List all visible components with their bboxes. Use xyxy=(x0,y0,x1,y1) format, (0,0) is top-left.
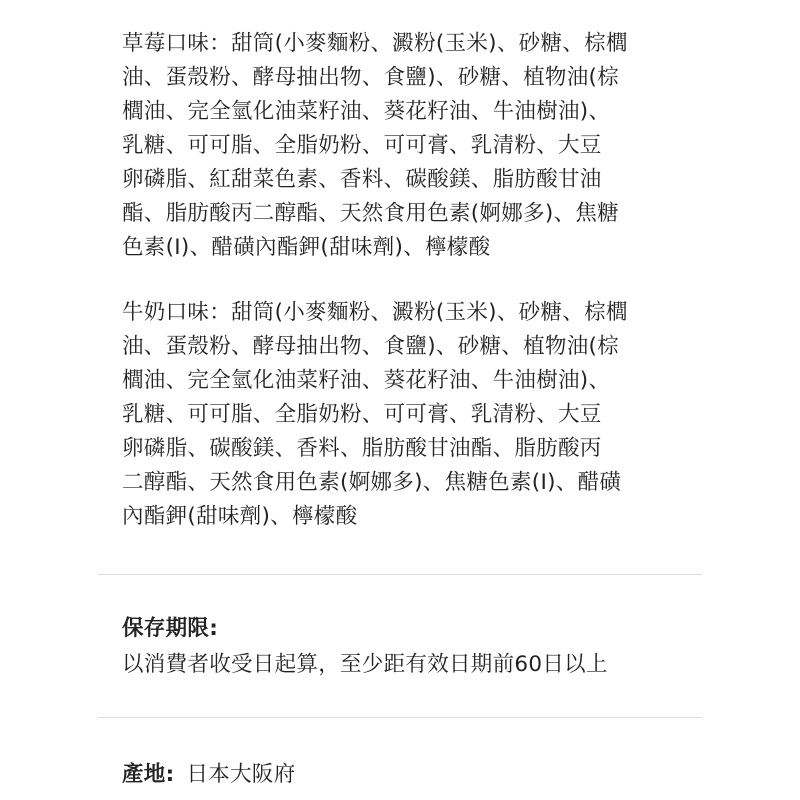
milk-ingredients xyxy=(122,296,682,534)
ingredient-line: 卵磷脂、紅甜菜色素、香料、碳酸鎂、脂肪酸甘油 xyxy=(122,167,602,192)
shelf-life-heading: 保存期限: xyxy=(122,616,219,641)
ingredient-line: 櫚油、完全氫化油菜籽油、葵花籽油、牛油樹油)、 xyxy=(122,99,611,124)
origin-value: 日本大阪府 xyxy=(186,762,296,787)
ingredient-line: 草莓口味：甜筒(小麥麵粉、澱粉(玉米)、砂糖、棕櫚 xyxy=(122,31,628,56)
ingredient-line: 色素(I)、醋磺內酯鉀(甜味劑)、檸檬酸 xyxy=(122,235,491,260)
ingredient-line: 乳糖、可可脂、全脂奶粉、可可膏、乳清粉、大豆 xyxy=(122,402,602,427)
strawberry-ingredients xyxy=(122,27,682,265)
ingredient-line: 酯、脂肪酸丙二醇酯、天然食用色素(婀娜多)、焦糖 xyxy=(122,201,619,226)
origin-row xyxy=(122,757,296,788)
ingredient-line: 油、蛋殼粉、酵母抽出物、食鹽)、砂糖、植物油(棕 xyxy=(122,65,619,90)
shelf-life-value: 以消費者收受日起算，至少距有效日期前60日以上 xyxy=(122,652,608,677)
ingredient-line: 二醇酯、天然食用色素(婀娜多)、焦糖色素(I)、醋磺 xyxy=(122,470,622,495)
section-divider xyxy=(98,717,702,718)
ingredient-line: 內酯鉀(甜味劑)、檸檬酸 xyxy=(122,504,358,529)
origin-label: 產地: xyxy=(122,762,175,787)
section-divider xyxy=(98,574,702,575)
ingredient-line: 卵磷脂、碳酸鎂、香料、脂肪酸甘油酯、脂肪酸丙 xyxy=(122,436,602,461)
ingredient-line: 牛奶口味：甜筒(小麥麵粉、澱粉(玉米)、砂糖、棕櫚 xyxy=(122,300,628,325)
ingredient-line: 櫚油、完全氫化油菜籽油、葵花籽油、牛油樹油)、 xyxy=(122,368,611,393)
ingredient-line: 油、蛋殼粉、酵母抽出物、食鹽)、砂糖、植物油(棕 xyxy=(122,334,619,359)
ingredient-line: 乳糖、可可脂、全脂奶粉、可可膏、乳清粉、大豆 xyxy=(122,133,602,158)
